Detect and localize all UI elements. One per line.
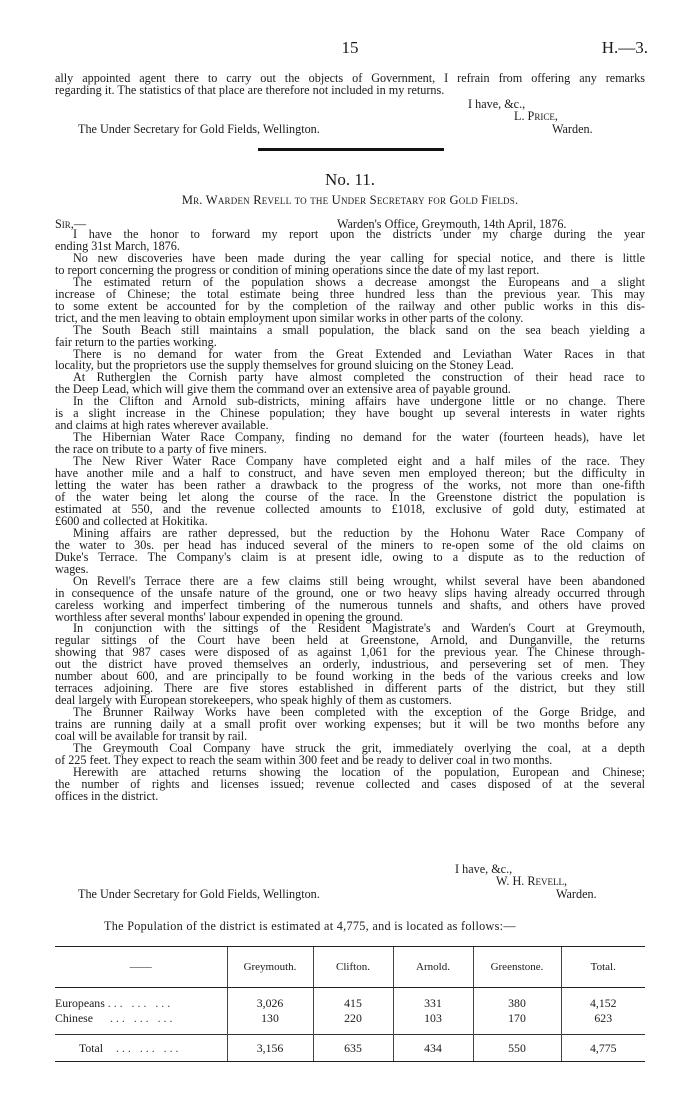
paragraph-first-line: In the Clifton and Arnold sub-districts, mining affairs have undergone little or no change. There: [73, 394, 645, 409]
table-cell: 220: [313, 1011, 393, 1026]
table-cell: 170: [473, 1011, 561, 1026]
row-label: Europeans ... ... ...: [55, 996, 174, 1010]
table-cell: 4,152: [561, 996, 645, 1011]
signature: L. Price,: [514, 109, 558, 123]
paragraph-line: ending 31st March, 1876.: [55, 238, 180, 253]
paragraph-line: and claims at high rates wherever available.: [55, 418, 269, 433]
paragraph-line: trict, and the men leaving to obtain employment upon similar works in other parts of the colony.: [55, 310, 524, 325]
text-line: ally appointed agent there to carry out the objects of Government, I refrain from offering any remarks: [55, 71, 645, 85]
paragraph-line: trains are running daily at a small profit over working expenses; but it will be two months before any: [55, 717, 645, 732]
paragraph-first-line: There is no demand for water from the Great Extended and Leviathan Water Races in that: [73, 346, 645, 361]
paragraph-line: of the water being let along the course of the race. In the Greenstone district the population is: [55, 489, 645, 504]
paragraph-line: careless working and imperfect timbering of the numerous tunnels and shafts, and others have proved: [55, 597, 645, 612]
paragraph-line: the Deep Lead, which will give them the command over an extensive area of payable ground.: [55, 382, 511, 397]
stub-header: ——: [55, 947, 227, 988]
paragraph-first-line: The New River Water Race Company have completed eight and a half miles of the race. They: [73, 454, 645, 469]
table-cell: 434: [393, 1035, 473, 1062]
text-line: regarding it. The statistics of that place are therefore not included in my returns.: [55, 82, 445, 97]
paragraph-line: £600 and collected at Hokitika.: [55, 513, 208, 528]
paragraph-line: number about 600, and are principally to be found working in the beds of the various creeks and low: [55, 669, 645, 684]
paragraph-line: to report concerning the progress or condition of mining operations since the date of my last report.: [55, 262, 540, 277]
table-cell: 3,026: [227, 996, 313, 1011]
paragraph-line: showing that 987 cases were disposed of as against 1,061 for the previous year. The Chinese through-: [55, 645, 645, 660]
table-cell: 635: [313, 1035, 393, 1062]
paragraph-first-line: At Rutherglen the Cornish party have almost completed the construction of their head race to: [73, 370, 645, 385]
table-cell: 331: [393, 996, 473, 1011]
paragraph-line: estimated at 550, and the revenue collected amounts to £1018, exclusive of gold duty, estimated at: [55, 501, 645, 516]
table-cell: 130: [227, 1011, 313, 1026]
column-header: Greenstone.: [473, 947, 561, 988]
paragraph-first-line: The Hibernian Water Race Company, finding no demand for the water (fourteen heads), have let: [73, 430, 645, 445]
paragraph-line: coal will be available for transit by rail.: [55, 729, 248, 744]
paragraph-first-line: The Brunner Railway Works have been completed with the exception of the Gorge Bridge, and: [73, 705, 645, 720]
paragraph-first-line: The South Beach still maintains a small population, the black sand on the sea beach yielding a: [73, 322, 645, 337]
paragraph-line: out the district have proved themselves an orderly, industrious, and persevering set of men. They: [55, 657, 645, 672]
paragraph-line: Duke's Terrace. The Company's claim is at present idle, owing to a dispute as to the reduction of: [55, 549, 645, 564]
previous-letter-text: [55, 73, 645, 97]
page-number: 15: [341, 38, 359, 57]
table-cell: 415: [313, 996, 393, 1011]
paragraph-line: the race on tribute to a party of five miners.: [55, 442, 267, 457]
paragraph-line: the number of rights and licenses issued; revenue collected and cases disposed of at the several: [55, 776, 645, 791]
paragraph-line: the water to 30s. per head has induced several of the miners to re-open some of the old claims on: [55, 537, 645, 552]
table-cell: 380: [473, 996, 561, 1011]
table-cell: 103: [393, 1011, 473, 1026]
document-reference: H.—3.: [601, 38, 648, 57]
paragraph-line: letting the water has been rather a drawback to the progress of the works, not more than one-fifth: [55, 478, 645, 493]
table-cell: 623: [561, 1011, 645, 1026]
paragraph-line: deal largely with European storekeepers, who speak highly of them as customers.: [55, 693, 452, 708]
closing: I have, &c.,: [455, 862, 513, 876]
column-header: Greymouth.: [227, 947, 313, 988]
paragraph-line: locality, but the proprietors use the supply themselves for ground sluicing on the Stoney Lead.: [55, 358, 514, 373]
row-label: Chinese ... ... ...: [55, 1011, 176, 1025]
table-row: [55, 996, 645, 1011]
paragraph-line: regular sittings of the Court have been held at Greenstone, Arnold, and Dunganville, the returns: [55, 633, 645, 648]
table-row: [55, 1011, 645, 1026]
signature-role: Warden.: [552, 122, 593, 136]
table-cell: 550: [473, 1035, 561, 1062]
column-header: Clifton.: [313, 947, 393, 988]
paragraph-line: wages.: [55, 561, 89, 576]
paragraph-line: worthless after several months' labour expended in opening the ground.: [55, 609, 404, 624]
total-row: [55, 1035, 645, 1062]
paragraph-first-line: On Revell's Terrace there are a few claims still being wrought, whilst several have been abandoned: [73, 573, 645, 588]
paragraph-first-line: No new discoveries have been made during the year calling for special notice, and there is little: [73, 250, 645, 265]
paragraph-first-line: Mining affairs are rather depressed, but the reduction by the Hohonu Water Race Company of: [73, 525, 645, 540]
paragraph-line: fair return to the parties working.: [55, 334, 217, 349]
paragraph-line: of 225 feet. They expect to reach the seam within 300 feet and be ready to deliver coal in two months.: [55, 752, 553, 767]
paragraph-line: in consequence of the unsafe nature of the ground, one or two heavy slips having already occurred through: [55, 585, 645, 600]
paragraph-line: to some extent be accounted for by the completion of the railway and other public works in this dis-: [55, 298, 645, 313]
dateline: Warden's Office, Greymouth, 14th April, 1876.: [337, 217, 567, 231]
paragraph-first-line: The estimated return of the population shows a decrease amongst the Europeans and a slight: [73, 274, 645, 289]
letter-number: No. 11.: [325, 170, 375, 189]
paragraph-line: increase of Chinese; the total estimate being three hundred less than the previous year. This may: [55, 286, 645, 301]
closing: I have, &c.,: [468, 97, 526, 111]
table-cell: 3,156: [227, 1035, 313, 1062]
addressee: The Under Secretary for Gold Fields, Wellington.: [78, 122, 320, 136]
paragraph-line: have another mile and a half to construct, and have seven men employed thereon; but the difficulty in: [55, 466, 645, 481]
paragraph-first-line: Herewith are attached returns showing the location of the population, European and Chinese;: [73, 764, 645, 779]
paragraph-line: is a slight increase in the Chinese population; they have bought up several interests in water rights: [55, 406, 645, 421]
paragraph-first-line: The Greymouth Coal Company have struck the grit, immediately overlying the coal, at a depth: [73, 740, 645, 755]
paragraph-first-line: In conjunction with the sittings of the Resident Magistrate's and Warden's Court at Greymouth,: [73, 621, 645, 636]
letter-title: Mr. Warden Revell to the Under Secretary for Gold Fields.: [181, 193, 519, 207]
column-header: Total.: [561, 947, 645, 988]
population-table: [55, 946, 645, 1062]
population-intro: The Population of the district is estimated at 4,775, and is located as follows:—: [104, 919, 516, 933]
paragraph-line: offices in the district.: [55, 788, 159, 803]
paragraph-first-line: I have the honor to forward my report upon the districts under my charge during the year: [73, 227, 645, 241]
paragraph-line: terraces adjoining. There are five stores established in different parts of the district, but they still: [55, 681, 645, 696]
column-header: Arnold.: [393, 947, 473, 988]
table-cell: 4,775: [561, 1035, 645, 1062]
salutation: Sir,—: [55, 217, 87, 231]
addressee: The Under Secretary for Gold Fields, Wellington.: [78, 887, 320, 901]
letter-body: [55, 229, 645, 803]
signature-role: Warden.: [556, 887, 597, 901]
signature: W. H. Revell,: [496, 874, 568, 888]
section-divider: [258, 148, 444, 151]
row-label: Total ... ... ...: [55, 1035, 227, 1062]
